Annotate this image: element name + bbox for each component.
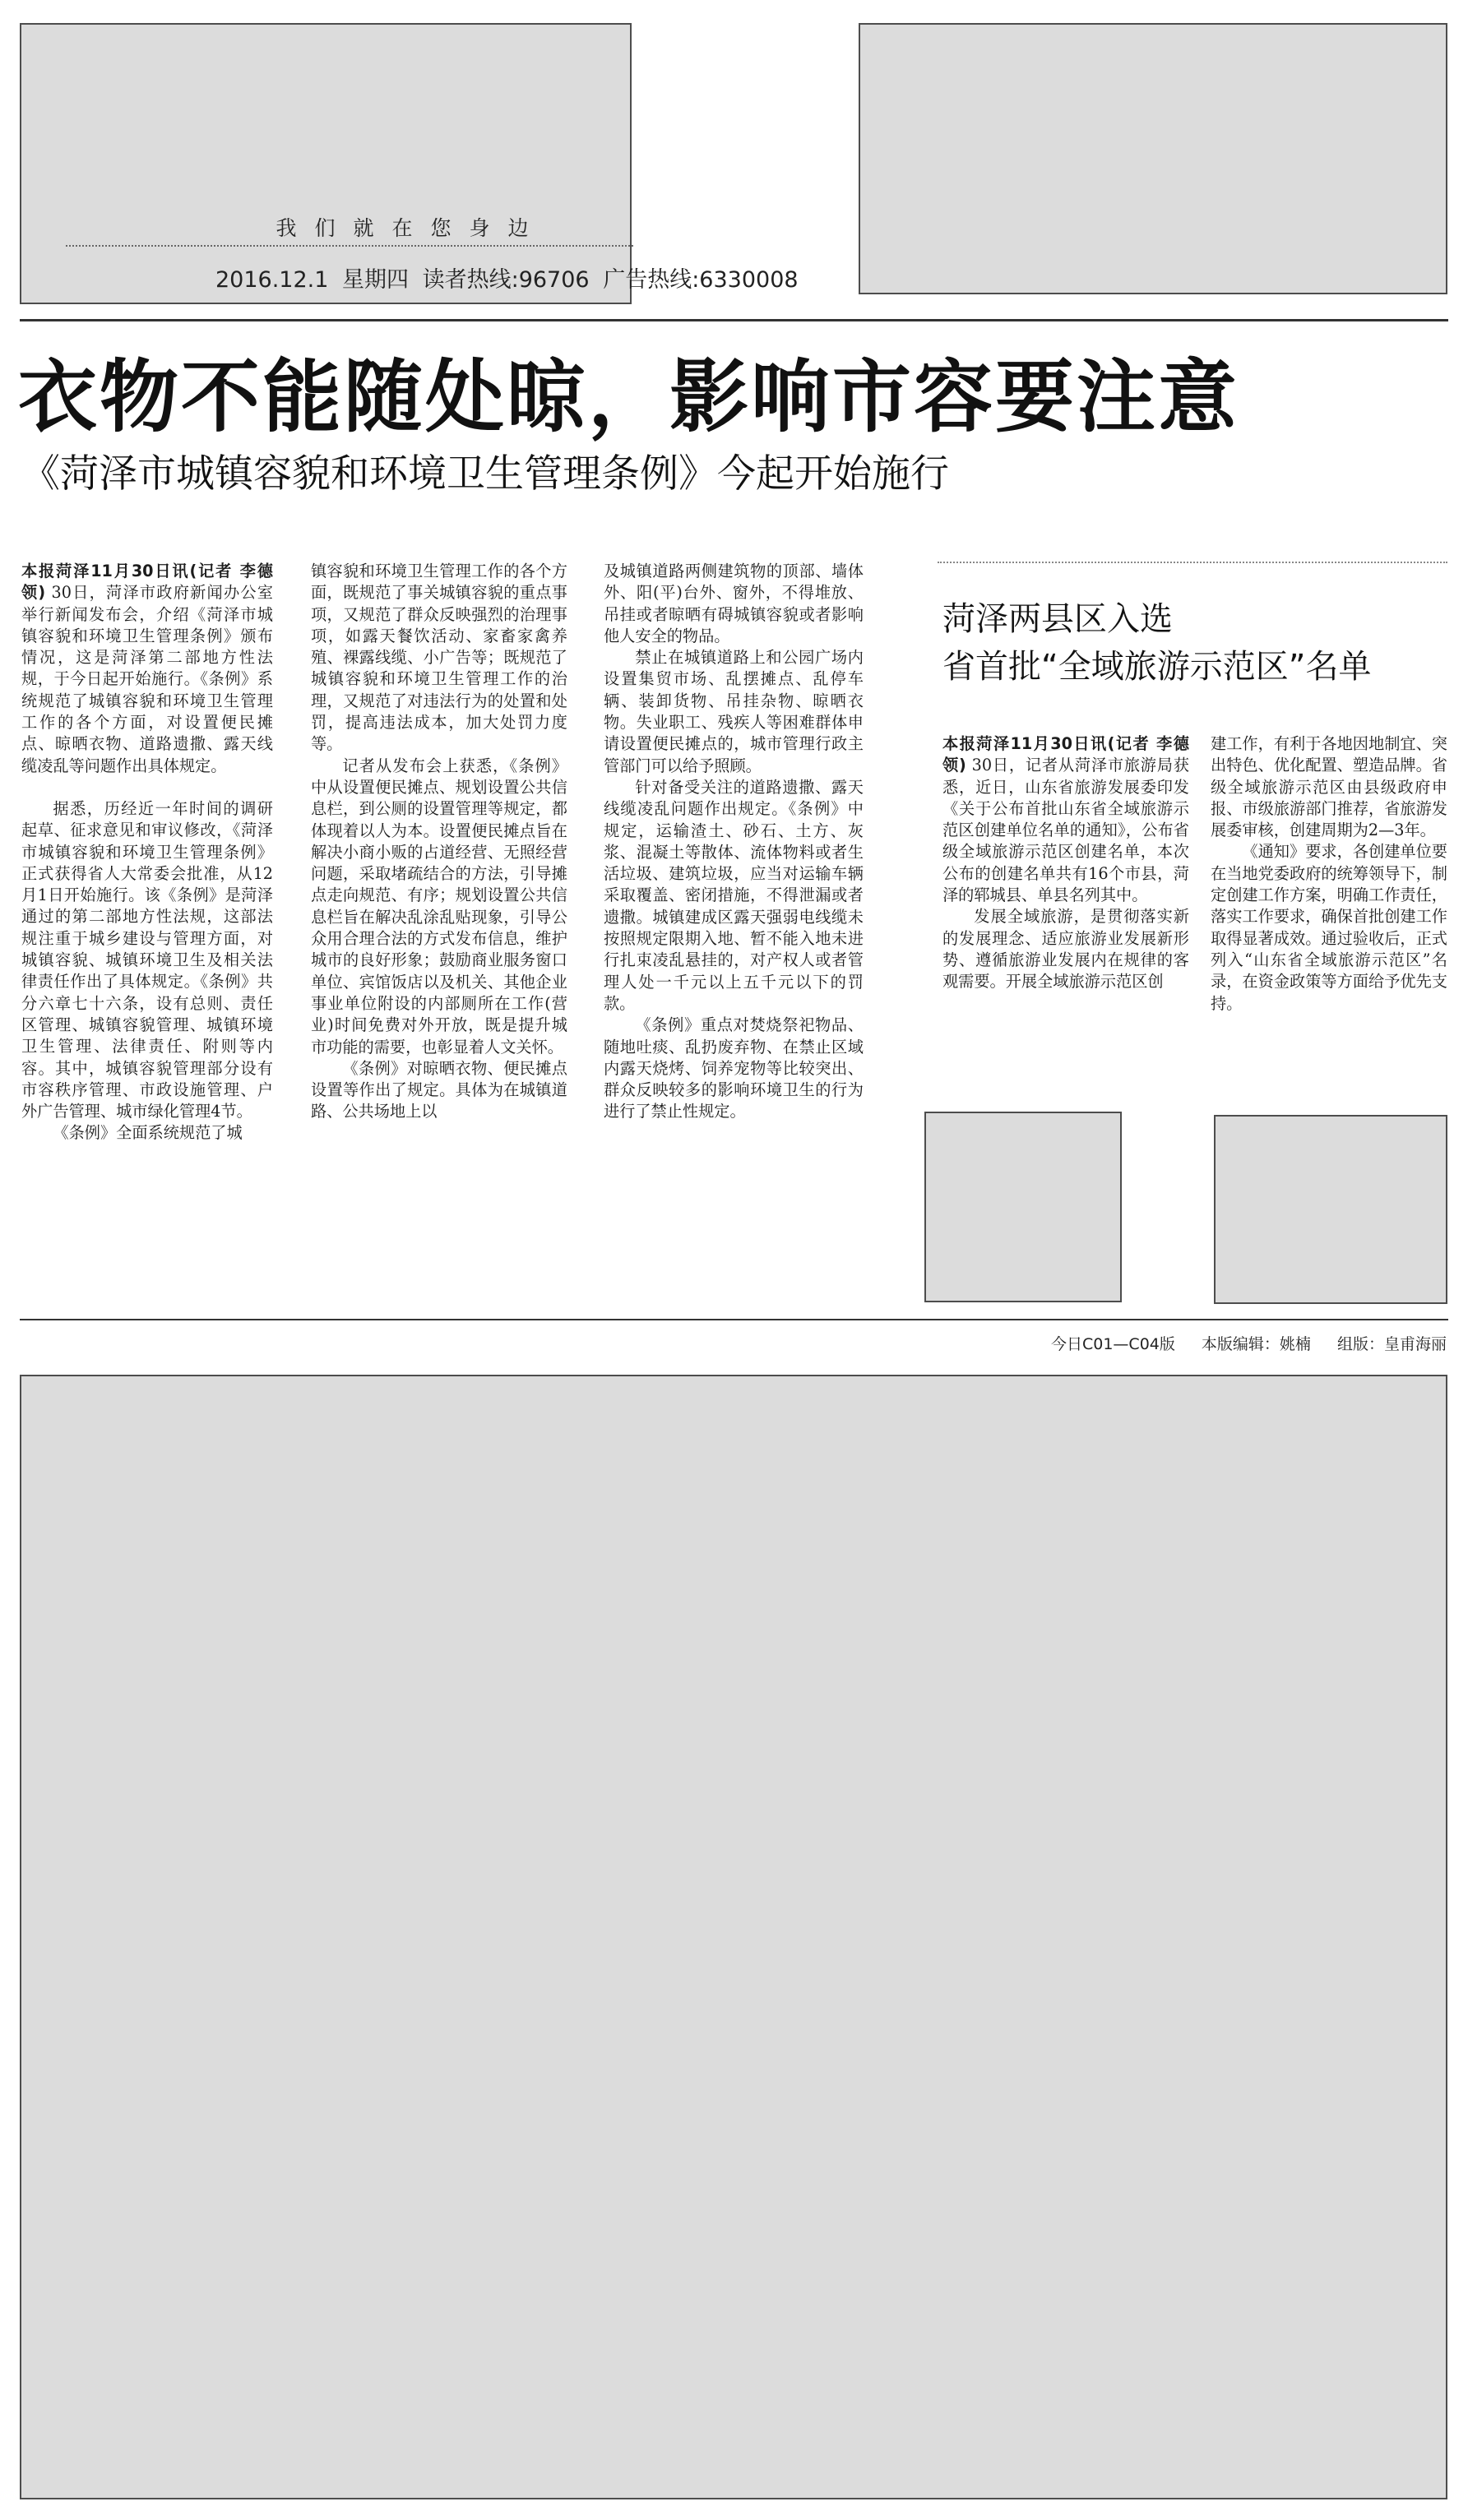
page-editor: 本版编辑：姚楠 [1201, 1335, 1311, 1353]
main-dateline: 本报菏泽11月30日讯(记者 李德领) [21, 562, 273, 603]
side-title-line-1: 菏泽两县区入选 [942, 600, 1173, 638]
paragraph: 发展全域旅游，是贯彻落实新的发展理念、适应旅游业发展新形势、遵循旅游业发展内在规律的客观需要。开展全域旅游示范区创 [942, 907, 1189, 992]
today-pages: 今日C01—C04版 [1050, 1335, 1175, 1353]
paragraph: 《通知》要求，各创建单位要在当地党委政府的统筹领导下，制定创建工作方案，明确工作责任，落实工作要求，确保首批创建工作取得显著成效。通过验收后，正式列入“山东省全域旅游示范区”名录，在资金政策等方面给予优先支持。 [1211, 842, 1447, 1013]
side-photo-placeholder-left [924, 1112, 1122, 1302]
side-article-column-2 [1211, 733, 1447, 1015]
issue-date: 2016.12.1 [215, 267, 329, 293]
page-footer [1030, 1332, 1447, 1354]
ad-hotline: 广告热线:6330008 [603, 267, 799, 293]
top-right-ad-placeholder [859, 23, 1447, 294]
main-article-column-2 [311, 561, 567, 1123]
paragraph: 禁止在城镇道路上和公园广场内设置集贸市场、乱摆摊点、乱停车辆、装卸货物、吊挂杂物、晾晒衣物。失业职工、残疾人等困难群体申请设置便民摊点的，城市管理行政主管部门可以给予照顾。 [604, 648, 864, 775]
paragraph: 《条例》重点对焚烧祭祀物品、随地吐痰、乱扔废弃物、在禁止区域内露天烧烤、饲养宠物等比较突出、群众反映较多的影响环境卫生的行为进行了禁止性规定。 [604, 1015, 864, 1121]
masthead-rule [66, 245, 633, 247]
paragraph: 30日，菏泽市政府新闻办公室举行新闻发布会，介绍《菏泽市城镇容貌和环境卫生管理条例》颁布情况，这是菏泽第二部地方性法规，于今日起开始施行。《条例》系统规范了城镇容貌和环境卫生管理工作的各个方面，对设置便民摊点、晾晒衣物、道路遗撒、露天线缆凌乱等问题作出具体规定。 [21, 583, 273, 775]
paragraph: 据悉，历经近一年时间的调研起草、征求意见和审议修改，《菏泽市城镇容貌和环境卫生管理条例》正式获得省人大常委会批准，从12月1日开始施行。该《条例》是菏泽通过的第二部地方性法规，这部法规注重于城乡建设与管理方面，对城镇容貌、城镇环境卫生及相关法律责任作出了具体规定。《条例》共分六章七十六条，设有总则、责任区管理、城镇容貌管理、城镇环境卫生管理、法律责任、附则等内容。其中，城镇容貌管理部分设有市容秩序管理、市政设施管理、户外广告管理、城市绿化管理4节。 [21, 798, 273, 1121]
footer-rule [20, 1319, 1448, 1320]
bottom-ad-placeholder [20, 1375, 1447, 2499]
masthead-info [215, 261, 805, 294]
paragraph: 及城镇道路两侧建筑物的顶部、墙体外、阳(平)台外、窗外，不得堆放、吊挂或者晾晒有碍城镇容貌或者影响他人安全的物品。 [604, 562, 864, 645]
paragraph: 针对备受关注的道路遗撒、露天线缆凌乱问题作出规定。《条例》中规定，运输渣土、砂石、土方、灰浆、混凝土等散体、流体物料或者生活垃圾、建筑垃圾，应当对运输车辆采取覆盖、密闭措施，不得泄漏或者遗撒。城镇建成区露天强弱电线缆未按照规定限期入地、暂不能入地未进行扎束凌乱悬挂的，对产权人或者管理人处一千元以上五千元以下的罚款。 [604, 777, 864, 1013]
paragraph: 镇容貌和环境卫生管理工作的各个方面，既规范了事关城镇容貌的重点事项，又规范了群众反映强烈的治理事项，如露天餐饮活动、家畜家禽养殖、裸露线缆、小广告等；既规范了城镇容貌和环境卫生管理工作的治理，又规范了对违法行为的处置和处罚，提高违法成本，加大处罚力度等。 [311, 562, 567, 754]
main-headline: 衣物不能随处晾，影响市容要注意 [18, 351, 1239, 443]
paragraph: 建工作，有利于各地因地制宜、突出特色、优化配置、塑造品牌。省级全域旅游示范区由县级政府申报、市级旅游部门推荐，省旅游发展委审核，创建周期为2—3年。 [1211, 734, 1447, 840]
main-article-column-1 [21, 561, 273, 1144]
side-title-line-2: 省首批“全域旅游示范区”名单 [942, 648, 1372, 686]
page-layout-credit: 组版：皇甫海丽 [1336, 1335, 1447, 1353]
paragraph: 《条例》全面系统规范了城 [53, 1123, 243, 1143]
main-subheadline: 《菏泽市城镇容貌和环境卫生管理条例》今起开始施行 [21, 451, 949, 497]
reader-hotline: 读者热线:96706 [422, 267, 590, 293]
main-article-column-3 [604, 561, 864, 1123]
side-article-dotted-rule [938, 562, 1447, 563]
paragraph: 《条例》对晾晒衣物、便民摊点设置等作出了规定。具体为在城镇道路、公共场地上以 [311, 1058, 567, 1121]
paragraph: 记者从发布会上获悉，《条例》中从设置便民摊点、规划设置公共信息栏，到公厕的设置管理等规定，都体现着以人为本。设置便民摊点旨在解决小商小贩的占道经营、无照经营问题，采取堵疏结合的方法，引导摊点走向规范、有序；规划设置公共信息栏旨在解决乱涂乱贴现象，引导公众用合理合法的方式发布信息，维护城市的良好形象；鼓励商业服务窗口单位、宾馆饭店以及机关、其他企业事业单位附设的内部厕所在工作(营业)时间免费对外开放，既是提升城市功能的需要，也彰显着人文关怀。 [311, 756, 567, 1057]
side-photo-placeholder-right [1214, 1115, 1447, 1304]
side-article-column-1 [942, 733, 1189, 993]
paragraph: 30日，记者从菏泽市旅游局获悉，近日，山东省旅游发展委印发《关于公布首批山东省全域旅游示范区创建单位名单的通知》，公布省级全域旅游示范区创建名单，本次公布的创建名单共有16个市县，菏泽的郓城县、单县名列其中。 [942, 756, 1189, 905]
issue-weekday: 星期四 [342, 267, 410, 293]
top-rule [20, 319, 1448, 321]
side-article-title [942, 595, 1371, 691]
side-dateline: 本报菏泽11月30日讯(记者 李德领) [942, 734, 1189, 775]
masthead-slogan: 我们就在您身边 [276, 216, 547, 240]
